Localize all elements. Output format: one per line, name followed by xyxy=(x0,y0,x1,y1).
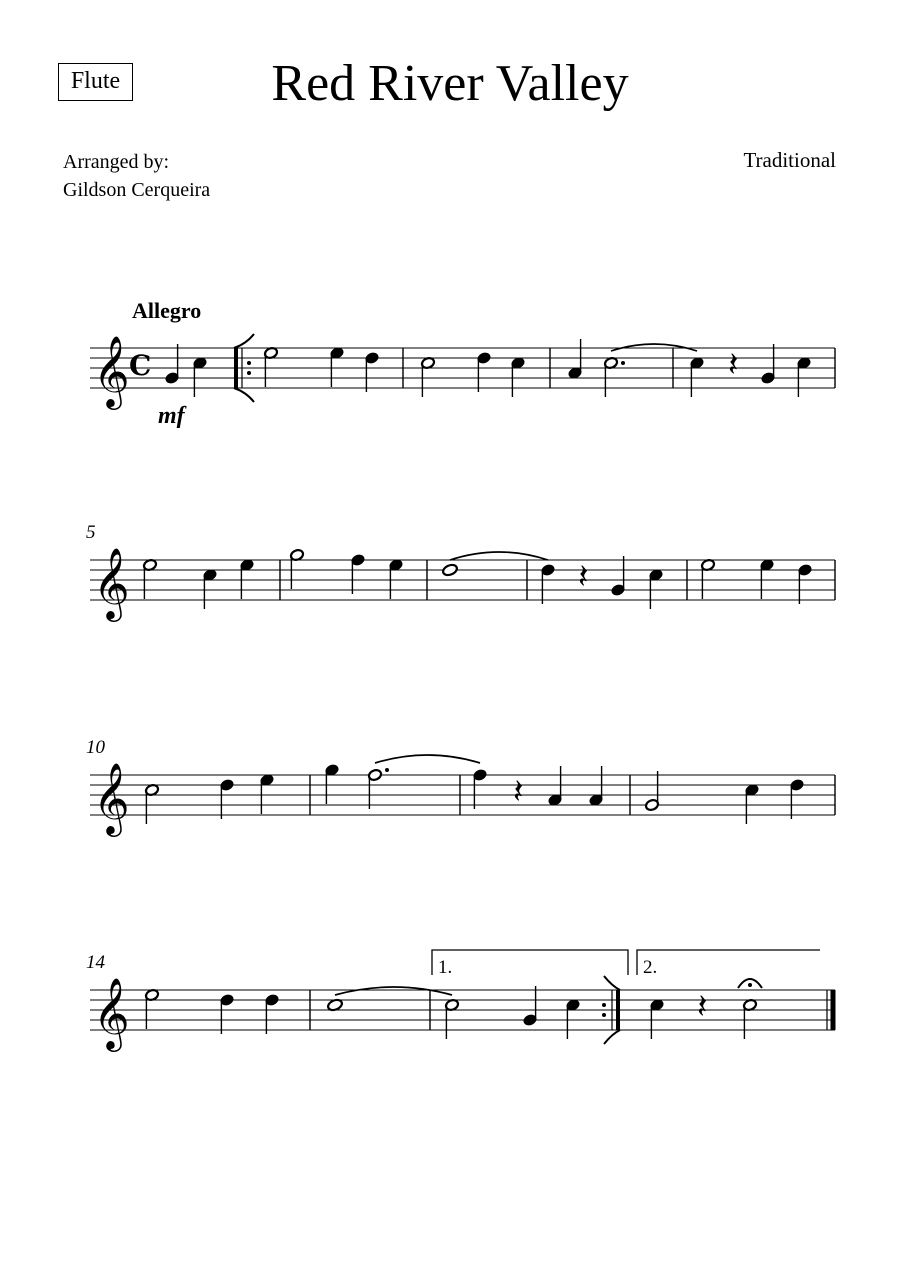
repeat-bracket xyxy=(234,388,254,402)
notehead xyxy=(442,563,459,577)
treble-clef: 𝄞 xyxy=(93,976,130,1049)
notation-layer xyxy=(90,334,835,1052)
composer-credit: Traditional xyxy=(743,148,836,172)
volta-1-bracket xyxy=(432,950,628,975)
measure-number: 10 xyxy=(86,737,105,758)
tempo-marking: Allegro xyxy=(132,298,202,323)
arranger-label: Arranged by: xyxy=(63,151,170,173)
repeat-dot xyxy=(247,371,251,375)
tie-slur xyxy=(335,987,452,995)
repeat-dot xyxy=(602,1003,606,1007)
arranger-name: Gildson Cerqueira xyxy=(63,179,211,201)
volta-2-label: 2. xyxy=(643,957,658,978)
dynamic-marking: mf xyxy=(158,403,185,429)
measure-number: 5 xyxy=(86,522,96,543)
augmentation-dot xyxy=(385,768,389,772)
instrument-label: Flute xyxy=(58,63,133,101)
repeat-bracket xyxy=(604,976,620,990)
repeat-bracket xyxy=(604,1030,620,1044)
treble-clef: 𝄞 xyxy=(93,546,130,619)
augmentation-dot xyxy=(621,361,625,365)
repeat-bracket xyxy=(234,334,254,348)
quarter-rest: 𝄽 xyxy=(578,557,589,597)
repeat-dot xyxy=(602,1013,606,1017)
tie-slur xyxy=(450,552,548,560)
repeat-dot xyxy=(247,361,251,365)
time-signature: C xyxy=(129,349,152,382)
quarter-rest: 𝄽 xyxy=(728,345,739,385)
volta-2-bracket xyxy=(637,950,820,975)
treble-clef: 𝄞 xyxy=(93,334,130,407)
tie-slur xyxy=(375,755,480,763)
quarter-rest: 𝄽 xyxy=(513,772,524,812)
score-text xyxy=(86,298,657,978)
fermata-dot xyxy=(748,983,752,987)
volta-1-label: 1. xyxy=(438,957,453,978)
piece-title: Red River Valley xyxy=(271,55,629,112)
measure-number: 14 xyxy=(86,952,105,973)
quarter-rest: 𝄽 xyxy=(697,987,708,1027)
treble-clef: 𝄞 xyxy=(93,761,130,834)
